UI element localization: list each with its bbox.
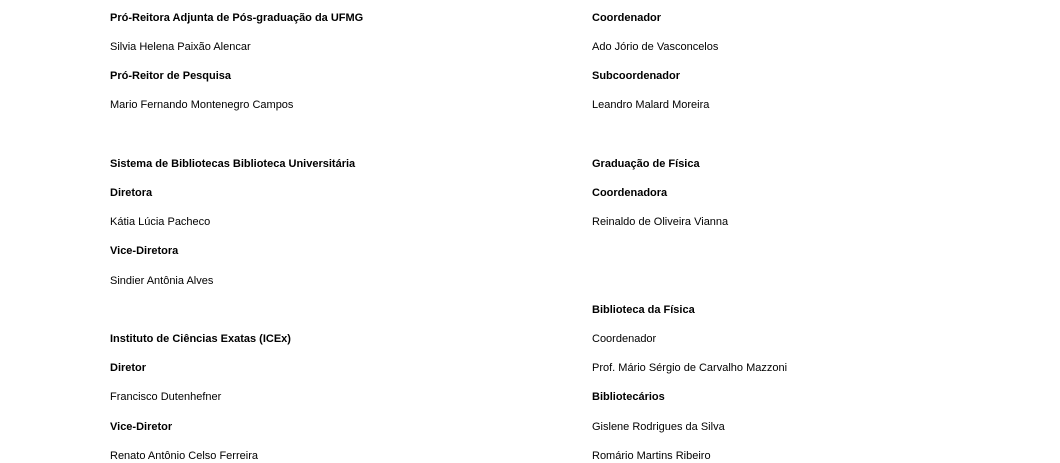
coordenador-name: Ado Jório de Vasconcelos xyxy=(592,41,719,53)
pro-reitora-pos-name: Silvia Helena Paixão Alencar xyxy=(110,41,251,53)
bibliotecario-1-name: Gislene Rodrigues da Silva xyxy=(592,421,725,433)
icex-heading: Instituto de Ciências Exatas (ICEx) xyxy=(110,333,291,345)
biblioteca-coordenador-title: Coordenador xyxy=(592,333,657,345)
biblioteca-fisica-heading: Biblioteca da Física xyxy=(592,304,695,316)
diretor-title: Diretor xyxy=(110,362,147,374)
pro-reitora-pos-title: Pró-Reitora Adjunta de Pós-graduação da UFMG xyxy=(110,12,364,24)
bibliotecario-2-name: Romário Martins Ribeiro xyxy=(592,450,711,462)
subcoordenador-name: Leandro Malard Moreira xyxy=(592,99,710,111)
bibliotecarios-title: Bibliotecários xyxy=(592,391,665,403)
pro-reitor-pesquisa-name: Mario Fernando Montenegro Campos xyxy=(110,99,294,111)
bibliotecas-heading: Sistema de Bibliotecas Biblioteca Universitária xyxy=(110,158,356,170)
diretora-title: Diretora xyxy=(110,187,153,199)
vice-diretora-title: Vice-Diretora xyxy=(110,245,179,257)
vice-diretor-name: Renato Antônio Celso Ferreira xyxy=(110,450,258,462)
subcoordenador-title: Subcoordenador xyxy=(592,70,681,82)
coordenadora-name: Reinaldo de Oliveira Vianna xyxy=(592,216,729,228)
biblioteca-coordenador-name: Prof. Mário Sérgio de Carvalho Mazzoni xyxy=(592,362,788,374)
diretora-name: Kátia Lúcia Pacheco xyxy=(110,216,211,228)
diretor-name: Francisco Dutenhefner xyxy=(110,391,222,403)
coordenador-title: Coordenador xyxy=(592,12,662,24)
coordenadora-title: Coordenadora xyxy=(592,187,668,199)
vice-diretora-name: Sindier Antônia Alves xyxy=(110,275,214,287)
vice-diretor-title: Vice-Diretor xyxy=(110,421,173,433)
pro-reitor-pesquisa-title: Pró-Reitor de Pesquisa xyxy=(110,70,232,82)
graduacao-heading: Graduação de Física xyxy=(592,158,700,170)
